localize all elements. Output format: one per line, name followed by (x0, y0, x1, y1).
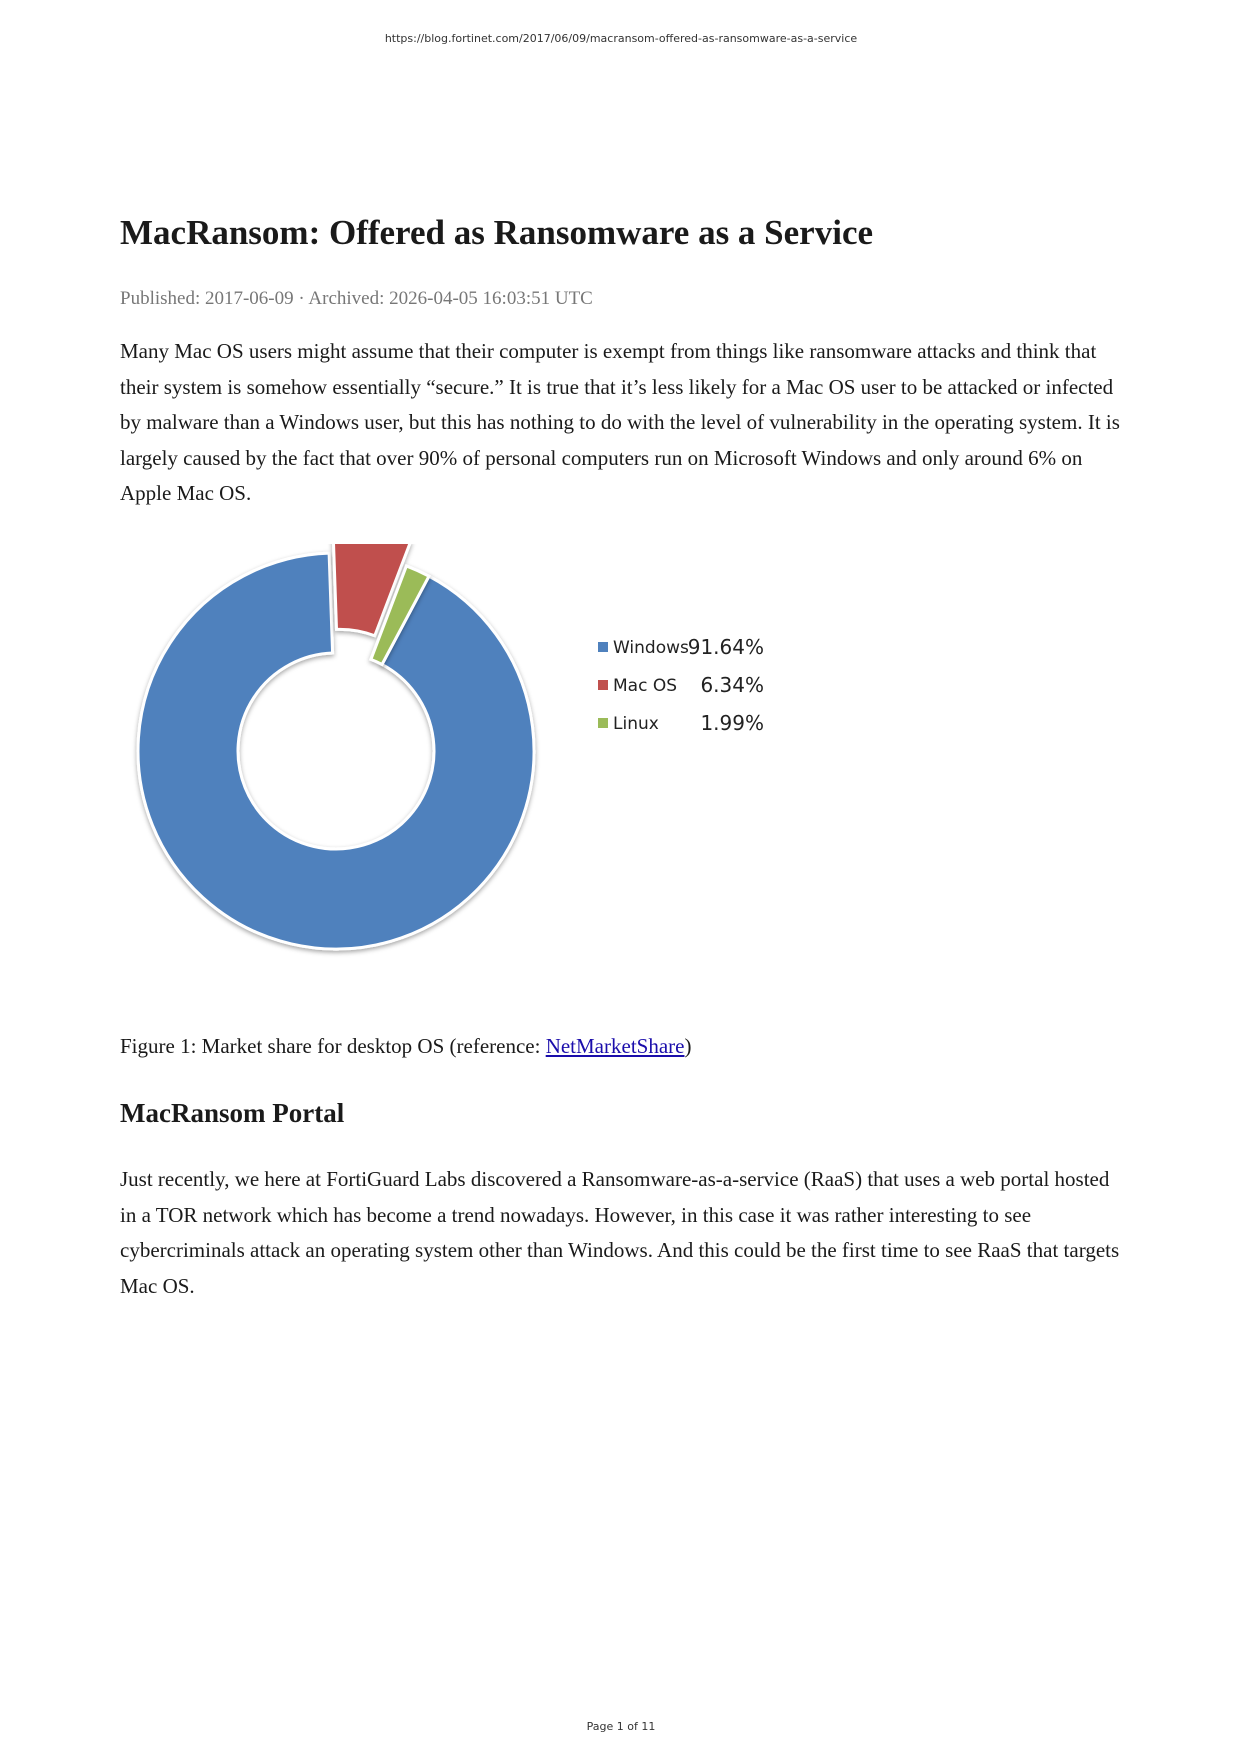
netmarketshare-link[interactable]: NetMarketShare (545, 1034, 685, 1058)
market-share-donut-chart (130, 544, 830, 984)
legend-label-mac-os: Mac OS (613, 676, 678, 696)
legend-value-linux: 1.99% (700, 711, 764, 735)
legend-swatch-linux (598, 718, 608, 728)
section-heading: MacRansom Portal (120, 1098, 345, 1128)
page-url-header: https://blog.fortinet.com/2017/06/09/macransom-offered-as-ransomware-as-a-service (384, 32, 858, 45)
figure-caption (120, 1034, 691, 1059)
intro-paragraph: Many Mac OS users might assume that their computer is exempt from things like ransomware attacks and think that their system is somehow essentially “secure.” It is true that it’s less likely for a Mac OS user to be attacked or infected by malware than a Windows user, but this has nothing to do with the level of vulnerability in the operating system. It is largely caused by the fact that over 90% of personal computers run on Microsoft Windows and only around 6% on Apple Mac OS. (120, 339, 1120, 505)
caption-suffix: ) (684, 1034, 692, 1058)
portal-paragraph: Just recently, we here at FortiGuard Labs discovered a Ransomware-as-a-service (RaaS) that uses a web portal hosted in a TOR network which has become a trend nowadays. However, in this case it was rather interesting to see cybercriminals attack an operating system other than Windows. And this could be the first time to see RaaS that targets Mac OS. (120, 1167, 1120, 1298)
market-share-figure (130, 544, 830, 984)
legend-swatch-windows (598, 642, 608, 652)
legend-label-windows: Windows (613, 638, 689, 658)
article-title: MacRansom: Offered as Ransomware as a Service (120, 213, 874, 252)
page-number: Page 1 of 11 (586, 1720, 656, 1733)
legend-value-mac-os: 6.34% (700, 673, 764, 697)
article-meta: Published: 2017-06-09 · Archived: 2026-04-05 16:03:51 UTC (120, 288, 593, 309)
legend-value-windows: 91.64% (687, 635, 764, 659)
legend-swatch-mac-os (598, 680, 608, 690)
legend-label-linux: Linux (613, 714, 659, 734)
caption-text: Figure 1: Market share for desktop OS (reference: (120, 1034, 546, 1058)
donut-slices (138, 544, 534, 949)
chart-legend (598, 635, 764, 735)
